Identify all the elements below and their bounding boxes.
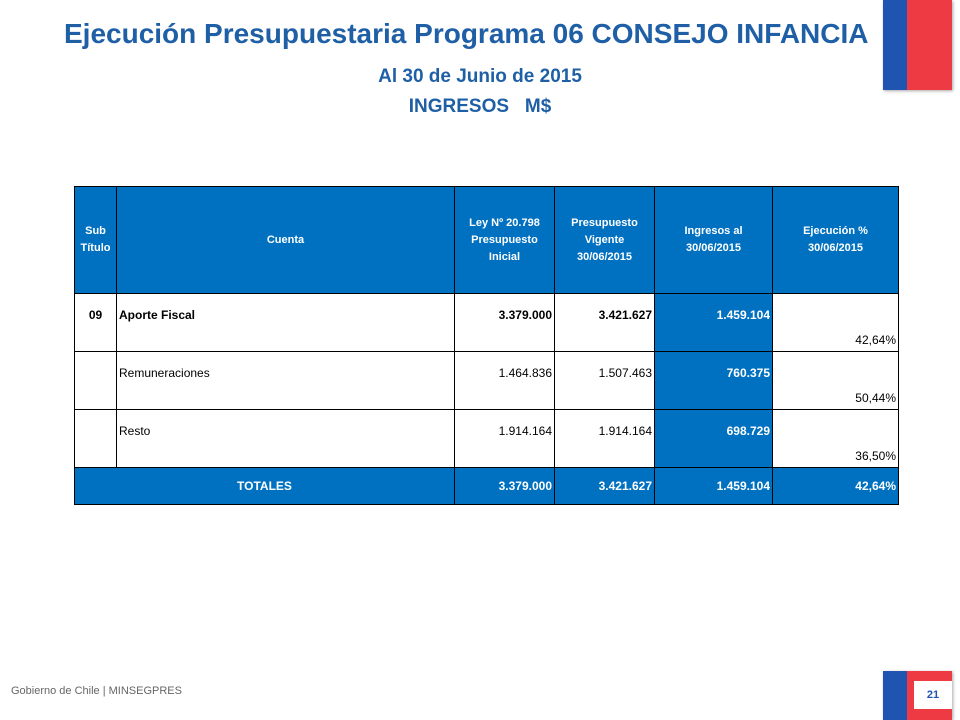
cell-ingresos: 1.459.104	[655, 294, 773, 352]
cell-inicial: 1.464.836	[455, 352, 555, 410]
col-header-subtitulo: Sub Título	[75, 187, 117, 294]
flag-corner-top	[883, 0, 952, 90]
totals-ejecucion: 42,64%	[773, 468, 899, 505]
cell-ejecucion: 42,64%	[773, 294, 899, 352]
cell-ejecucion: 36,50%	[773, 410, 899, 468]
cell-vigente: 1.507.463	[555, 352, 655, 410]
flag-red-stripe	[907, 671, 952, 720]
totals-ingresos: 1.459.104	[655, 468, 773, 505]
table-row	[75, 410, 899, 468]
cell-cuenta: Aporte Fiscal	[117, 294, 455, 352]
cell-inicial: 3.379.000	[455, 294, 555, 352]
cell-sub	[75, 410, 117, 468]
totals-vigente: 3.421.627	[555, 468, 655, 505]
cell-ingresos: 698.729	[655, 410, 773, 468]
cell-sub: 09	[75, 294, 117, 352]
flag-corner-bottom	[883, 671, 952, 720]
cell-ingresos: 760.375	[655, 352, 773, 410]
col-header-ingresos: Ingresos al 30/06/2015	[655, 187, 773, 294]
page-number: 21	[914, 681, 952, 709]
cell-vigente: 1.914.164	[555, 410, 655, 468]
col-header-cuenta: Cuenta	[117, 187, 455, 294]
cell-sub	[75, 352, 117, 410]
page-title: Ejecución Presupuestaria Programa 06 CONSEJO INFANCIA	[64, 18, 869, 49]
flag-blue-stripe	[883, 0, 907, 90]
flag-blue-stripe	[883, 671, 907, 720]
col-header-presupuesto-vigente: Presupuesto Vigente 30/06/2015	[555, 187, 655, 294]
table-header-row	[75, 187, 899, 294]
cell-cuenta: Resto	[117, 410, 455, 468]
cell-ejecucion: 50,44%	[773, 352, 899, 410]
totals-label: TOTALES	[75, 468, 455, 505]
totals-row	[75, 468, 899, 505]
col-header-ejecucion: Ejecución % 30/06/2015	[773, 187, 899, 294]
table-row	[75, 294, 899, 352]
subtitle-date: Al 30 de Junio de 2015	[378, 66, 582, 87]
cell-cuenta: Remuneraciones	[117, 352, 455, 410]
cell-inicial: 1.914.164	[455, 410, 555, 468]
totals-inicial: 3.379.000	[455, 468, 555, 505]
subtitle-type: INGRESOS M$	[408, 96, 552, 117]
flag-red-stripe	[907, 0, 952, 90]
col-header-presupuesto-inicial: Ley Nº 20.798 Presupuesto Inicial	[455, 187, 555, 294]
budget-table	[74, 186, 899, 505]
footer-text: Gobierno de Chile | MINSEGPRES	[11, 685, 182, 697]
table-row	[75, 352, 899, 410]
cell-vigente: 3.421.627	[555, 294, 655, 352]
